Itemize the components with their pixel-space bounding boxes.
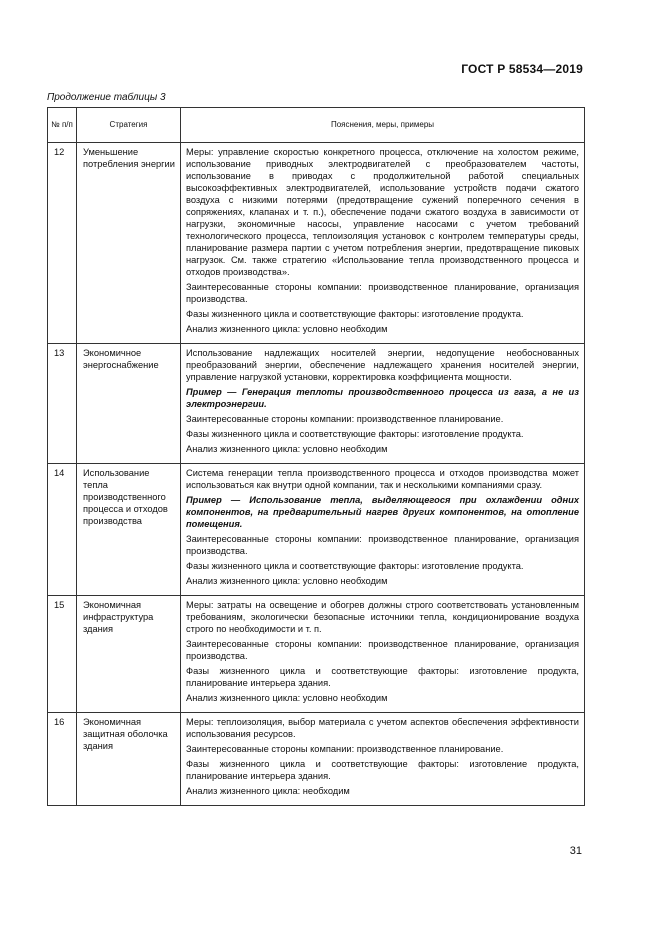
explanation-paragraph: Анализ жизненного цикла: условно необходим — [186, 693, 388, 703]
explanation-paragraph: Заинтересованные стороны компании: производственное планирование, организация производства. — [186, 639, 579, 661]
explanation-paragraph: Меры: теплоизоляция, выбор материала с учетом аспектов обеспечения эффективности использования ресурсов. — [186, 717, 579, 739]
explanation-cell — [181, 464, 585, 596]
row-number: 14 — [48, 464, 77, 596]
explanation-paragraph: Заинтересованные стороны компании: производственное планирование, организация производства. — [186, 282, 579, 304]
table-row — [48, 464, 585, 596]
table-row — [48, 344, 585, 464]
explanation-paragraph: Фазы жизненного цикла и соответствующие факторы: изготовление продукта, планирование интерьера здания. — [186, 666, 579, 688]
explanation-paragraph: Фазы жизненного цикла и соответствующие факторы: изготовление продукта, планирование интерьера здания. — [186, 759, 579, 781]
strategy-name: Экономичная защитная оболочка здания — [77, 713, 181, 806]
table-row — [48, 596, 585, 713]
row-number: 12 — [48, 143, 77, 344]
explanation-paragraph: Фазы жизненного цикла и соответствующие факторы: изготовление продукта. — [186, 309, 524, 319]
strategy-table — [47, 107, 585, 806]
table-body — [48, 143, 585, 806]
table-row — [48, 713, 585, 806]
page-number: 31 — [569, 845, 582, 857]
strategy-name: Уменьшение потребления энергии — [77, 143, 181, 344]
explanation-paragraph: Заинтересованные стороны компании: производственное планирование. — [186, 744, 504, 754]
example-text: Пример — Генерация теплоты производственного процесса из газа, а не из электроэнергии. — [186, 387, 579, 409]
table-caption: Продолжение таблицы 3 — [47, 92, 166, 103]
example-text: Пример — Использование тепла, выделяющегося при охлаждении одних компонентов, на предварительный нагрев других компонентов, на отопление помещения. — [186, 495, 579, 529]
explanation-paragraph: Анализ жизненного цикла: условно необходим — [186, 444, 388, 454]
row-number: 15 — [48, 596, 77, 713]
explanation-paragraph: Анализ жизненного цикла: условно необходим — [186, 324, 388, 334]
strategy-name: Использование тепла производственного процесса и отходов производства — [77, 464, 181, 596]
explanation-cell — [181, 143, 585, 344]
explanation-paragraph: Заинтересованные стороны компании: производственное планирование. — [186, 414, 504, 424]
explanation-cell — [181, 713, 585, 806]
row-number: 13 — [48, 344, 77, 464]
explanation-paragraph: Меры: управление скоростью конкретного процесса, отключение на холостом режиме, использование приводных электродвигателей с преобразователем частоты, использование в приводах с продолжительной работой специальных высокоэффективных электродвигателей, использование устройств подачи сжатого воздуха с низкими потерями (предотвращение сужений поперечного сечения в сопряжениях, клапанах и т. п.), обеспечение подачи сжатого воздуха в зависимости от нагрузки, экономичные насосы, управление насосами с учетом требований технологического процесса, теплоизоляция установок с контролем температуры среды, планирование размера партии с учетом потребления энергии, предотвращение пиковых нагрузок. См. также стратегию «Использование тепла производственного процесса и отходов производства». — [186, 147, 579, 277]
explanation-paragraph: Анализ жизненного цикла: необходим — [186, 786, 350, 796]
explanation-paragraph: Фазы жизненного цикла и соответствующие факторы: изготовление продукта. — [186, 561, 524, 571]
explanation-paragraph: Анализ жизненного цикла: условно необходим — [186, 576, 388, 586]
explanation-cell — [181, 596, 585, 713]
explanation-paragraph: Система генерации тепла производственного процесса и отходов производства может использоваться как внутри одной компании, так и несколькими компаниями сразу. — [186, 468, 579, 490]
explanation-paragraph: Заинтересованные стороны компании: производственное планирование, организация производства. — [186, 534, 579, 556]
explanation-cell — [181, 344, 585, 464]
header-explanation: Пояснения, меры, примеры — [181, 108, 585, 143]
table-row — [48, 143, 585, 344]
header-strategy: Стратегия — [77, 108, 181, 143]
strategy-name: Экономичное энергоснабжение — [77, 344, 181, 464]
header-number: № п/п — [48, 108, 77, 143]
strategy-name: Экономичная инфраструктура здания — [77, 596, 181, 713]
explanation-paragraph: Использование надлежащих носителей энергии, недопущение необоснованных преобразований энергии, обеспечение надлежащего хранения носителей энергии, управление нагрузкой установки, корректировка коэффициента мощности. — [186, 348, 579, 382]
explanation-paragraph: Фазы жизненного цикла и соответствующие факторы: изготовление продукта. — [186, 429, 524, 439]
explanation-paragraph: Меры: затраты на освещение и обогрев должны строго соответствовать установленным требованиям, экологически безопасные источники тепла, кондиционирование воздуха строго по необходимости и т. п. — [186, 600, 579, 634]
row-number: 16 — [48, 713, 77, 806]
standard-code: ГОСТ Р 58534—2019 — [461, 62, 583, 76]
table-header-row — [48, 108, 585, 143]
